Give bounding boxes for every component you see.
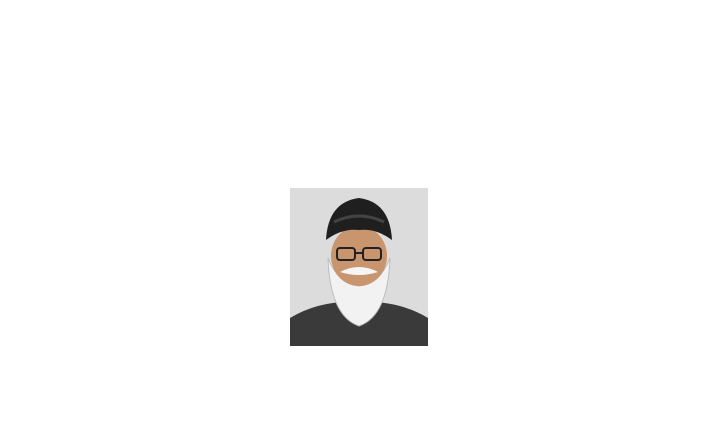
article-line	[417, 270, 698, 288]
article-line	[8, 411, 353, 429]
article-line	[417, 146, 698, 164]
article-line	[417, 199, 698, 217]
article-line	[417, 234, 698, 252]
article-line	[417, 411, 698, 429]
article-line	[8, 393, 353, 411]
article-line	[8, 358, 353, 376]
article-line	[417, 252, 698, 270]
article-column-right	[417, 128, 698, 429]
article-line	[8, 128, 353, 146]
article-line	[8, 163, 353, 181]
article-line	[8, 376, 353, 394]
article-line	[417, 393, 698, 411]
article-line	[8, 146, 353, 164]
article-line	[417, 287, 698, 305]
article-line	[417, 216, 698, 234]
article-line	[417, 376, 698, 394]
article-line	[417, 358, 698, 376]
portrait-photo	[290, 188, 428, 346]
article-line	[417, 181, 698, 199]
portrait-icon	[290, 188, 428, 346]
headline	[0, 0, 703, 118]
article-line	[417, 128, 698, 146]
article-line	[417, 163, 698, 181]
article-line	[417, 305, 698, 323]
article-line	[417, 340, 698, 358]
article-line	[417, 323, 698, 341]
